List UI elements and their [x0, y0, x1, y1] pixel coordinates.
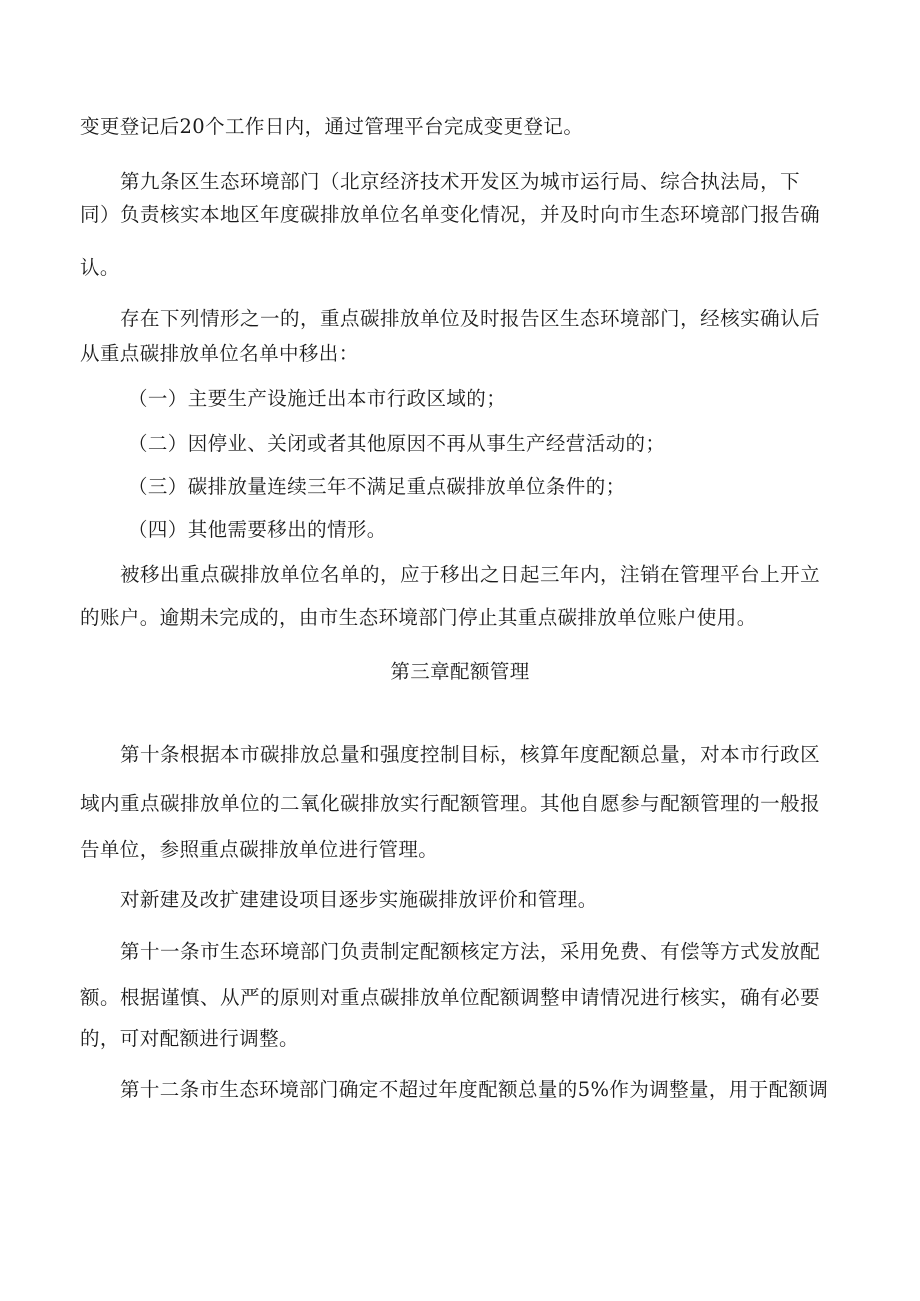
article-9-line-2: 同）负责核实本地区年度碳排放单位名单变化情况，并及时向市生态环境部门报告确	[80, 203, 820, 226]
list-item-2: （二）因停业、关闭或者其他原因不再从事生产经营活动的；	[128, 432, 666, 455]
list-item-1: （一）主要生产设施迁出本市行政区域的；	[128, 387, 507, 410]
removed-units-line-1: 被移出重点碳排放单位名单的，应于移出之日起三年内，注销在管理平台上开立	[120, 563, 820, 586]
removal-intro-line-1: 存在下列情形之一的，重点碳排放单位及时报告区生态环境部门，经核实确认后	[120, 307, 820, 330]
removed-units-line-2: 的账户。逾期未完成的，由市生态环境部门停止其重点碳排放单位账户使用。	[80, 606, 757, 629]
text-line: 变更登记后20个工作日内，通过管理平台完成变更登记。	[80, 115, 584, 138]
chapter-heading: 第三章配额管理	[390, 660, 530, 683]
article-9-line-3: 认。	[80, 256, 120, 279]
article-10-line-1: 第十条根据本市碳排放总量和强度控制目标，核算年度配额总量，对本市行政区	[120, 743, 820, 766]
article-11-line-3: 的，可对配额进行调整。	[80, 1027, 299, 1050]
new-projects-line: 对新建及改扩建建设项目逐步实施碳排放评价和管理。	[120, 888, 598, 911]
article-12-line-1: 第十二条市生态环境部门确定不超过年度配额总量的5%作为调整量，用于配额调	[120, 1078, 829, 1101]
list-item-4: （四）其他需要移出的情形。	[128, 518, 387, 541]
list-item-3: （三）碳排放量连续三年不满足重点碳排放单位条件的；	[128, 475, 626, 498]
article-11-line-2: 额。根据谨慎、从严的原则对重点碳排放单位配额调整申请情况进行核实，确有必要	[80, 986, 820, 1009]
removal-intro-line-2: 从重点碳排放单位名单中移出：	[80, 342, 359, 365]
article-11-line-1: 第十一条市生态环境部门负责制定配额核定方法，采用免费、有偿等方式发放配	[120, 940, 820, 963]
article-10-line-2: 域内重点碳排放单位的二氧化碳排放实行配额管理。其他自愿参与配额管理的一般报	[80, 792, 820, 815]
article-9-line-1: 第九条区生态环境部门（北京经济技术开发区为城市运行局、综合执法局，下	[120, 170, 800, 193]
article-10-line-3: 告单位，参照重点碳排放单位进行管理。	[80, 838, 439, 861]
